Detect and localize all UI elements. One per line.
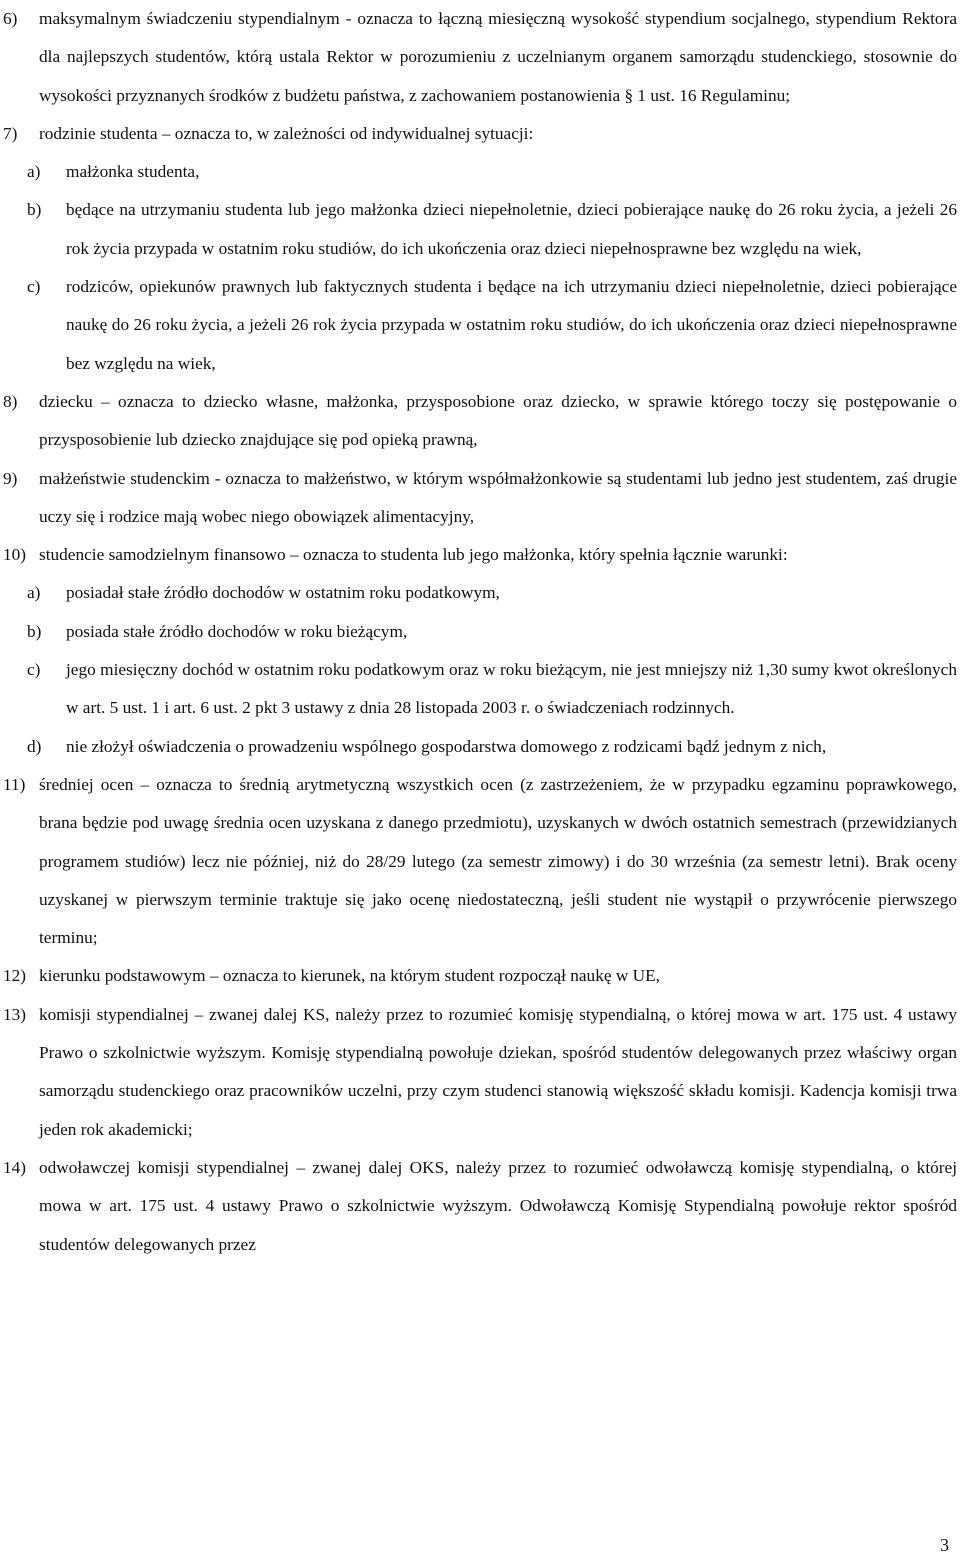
- sub-list-item: [0, 728, 957, 766]
- item-text: będące na utrzymaniu studenta lub jego małżonka dzieci niepełnoletnie, dzieci pobierające naukę do 26 roku życia, a jeżeli 26 rok życia przypada w ostatnim roku studiów, do ich ukończenia oraz dzieci niepełnosprawne bez względu na wiek,: [66, 200, 957, 258]
- list-item: [0, 0, 957, 115]
- list-item: [0, 766, 957, 957]
- item-text: nie złożył oświadczenia o prowadzeniu wspólnego gospodarstwa domowego z rodzicami bądź jednym z nich,: [66, 736, 827, 756]
- item-number: 9): [3, 468, 18, 488]
- item-text: maksymalnym świadczeniu stypendialnym - oznacza to łączną miesięczną wysokość stypendium socjalnego, stypendium Rektora dla najlepszych studentów, którą ustala Rektor w porozumieniu z uczelnianym organem samorządu studenckiego, stosownie do wysokości przyznanych środków z budżetu państwa, z zachowaniem postanowienia § 1 ust. 16 Regulaminu;: [39, 9, 957, 105]
- item-number: c): [27, 277, 41, 297]
- list-item: [0, 957, 957, 995]
- sub-list-item: [0, 153, 957, 191]
- list-item: [0, 996, 957, 1149]
- item-text: odwoławczej komisji stypendialnej – zwanej dalej OKS, należy przez to rozumieć odwoławczą komisję stypendialną, o której mowa w art. 175 ust. 4 ustawy Prawo o szkolnictwie wyższym. Odwoławczą Komisję Stypendialną powołuje rektor spośród studentów delegowanych przez: [39, 1157, 957, 1254]
- sub-list-item: [0, 613, 957, 651]
- list-item: [0, 1149, 957, 1264]
- item-text: rodziców, opiekunów prawnych lub faktycznych studenta i będące na ich utrzymaniu dzieci niepełnoletnie, dzieci pobierające naukę do 26 roku życia, a jeżeli 26 rok życia przypada w ostatnim roku studiów, do ich ukończenia oraz dzieci niepełnosprawne bez względu na wiek,: [66, 277, 957, 373]
- item-number: 11): [3, 774, 26, 794]
- item-text: komisji stypendialnej – zwanej dalej KS, należy przez to rozumieć komisję stypendialną, o której mowa w art. 175 ust. 4 ustawy Prawo o szkolnictwie wyższym. Komisję stypendialną powołuje dziekan, spośród studentów delegowanych przez właściwy organ samorządu studenckiego oraz pracowników uczelni, przy czym studenci stanowią większość składu komisji. Kadencja komisji trwa jeden rok akademicki;: [39, 1004, 957, 1139]
- item-text: rodzinie studenta – oznacza to, w zależności od indywidualnej sytuacji:: [39, 123, 534, 143]
- item-text: małżonka studenta,: [66, 162, 200, 182]
- item-text: jego miesięczny dochód w ostatnim roku podatkowym oraz w roku bieżącym, nie jest mniejszy niż 1,30 sumy kwot określonych w art. 5 ust. 1 i art. 6 ust. 2 pkt 3 ustawy z dnia 28 listopada 2003 r. o świadczeniach rodzinnych.: [66, 660, 957, 718]
- item-number: a): [27, 583, 41, 603]
- item-text: posiadał stałe źródło dochodów w ostatnim roku podatkowym,: [66, 583, 500, 603]
- item-number: 13): [3, 1004, 27, 1024]
- item-number: 6): [3, 9, 18, 28]
- list-item: [0, 536, 957, 574]
- sub-list-item: [0, 574, 957, 612]
- item-text: małżeństwie studenckim - oznacza to małżeństwo, w którym współmałżonkowie są studentami lub jedno jest studentem, zaś drugie uczy się i rodzice mają wobec niego obowiązek alimentacyjny,: [39, 468, 957, 526]
- page-number: 3: [940, 1535, 949, 1555]
- list-item: [0, 383, 957, 460]
- item-number: b): [27, 621, 42, 641]
- list-item: [0, 460, 957, 537]
- item-number: d): [27, 736, 42, 756]
- item-text: dziecku – oznacza to dziecko własne, małżonka, przysposobione oraz dziecko, w sprawie którego toczy się postępowanie o przysposobienie lub dziecko znajdujące się pod opieką prawną,: [39, 391, 957, 450]
- item-text: studencie samodzielnym finansowo – oznacza to studenta lub jego małżonka, który spełnia łącznie warunki:: [39, 545, 788, 565]
- item-text: średniej ocen – oznacza to średnią arytmetyczną wszystkich ocen (z zastrzeżeniem, że w przypadku egzaminu poprawkowego, brana będzie pod uwagę średnia ocen uzyskana z danego przedmiotu), uzyskanych w dwóch ostatnich semestrach (przewidzianych programem studiów) lecz nie później, niż do 28/29 lutego (za semestr zimowy) i do 30 września (za semestr letni). Brak oceny uzyskanej w pierwszym terminie traktuje się jako ocenę niedostateczną, jeśli student nie wystąpił o przywrócenie pierwszego terminu;: [39, 774, 957, 948]
- item-number: b): [27, 200, 42, 220]
- item-number: a): [27, 162, 41, 182]
- item-number: 10): [3, 545, 27, 565]
- item-number: 12): [3, 966, 27, 986]
- item-number: c): [27, 660, 41, 680]
- item-text: kierunku podstawowym – oznacza to kierunek, na którym student rozpoczął naukę w UE,: [39, 966, 660, 986]
- item-number: 8): [3, 391, 18, 411]
- sub-list-item: [0, 191, 957, 268]
- item-number: 14): [3, 1157, 27, 1177]
- sub-list-item: [0, 651, 957, 728]
- item-text: posiada stałe źródło dochodów w roku bieżącym,: [66, 621, 408, 641]
- list-item: [0, 115, 957, 153]
- sub-list-item: [0, 268, 957, 383]
- item-number: 7): [3, 123, 18, 143]
